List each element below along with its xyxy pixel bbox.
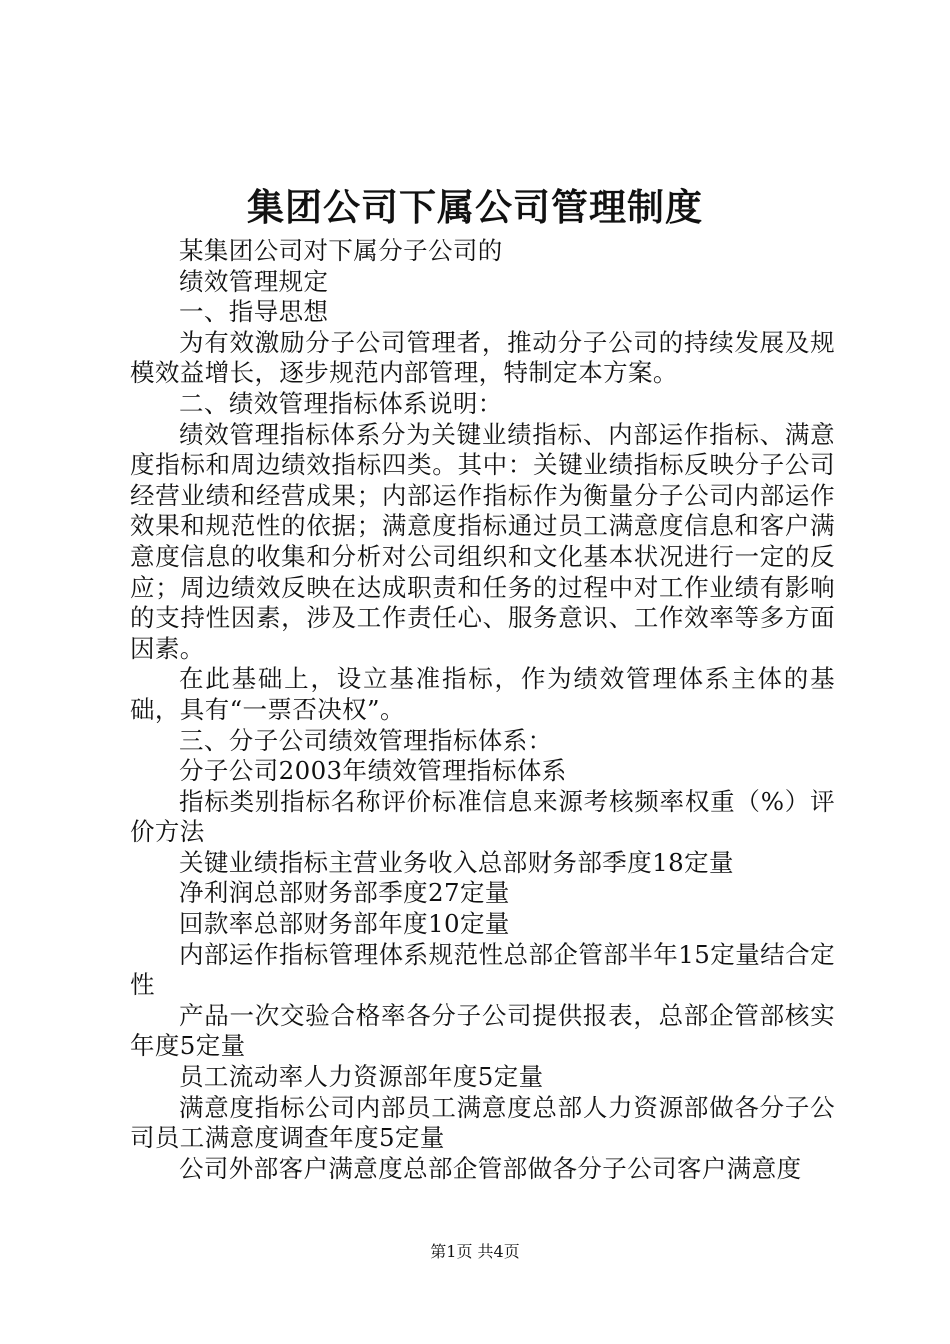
paragraph: 回款率总部财务部年度10定量	[179, 909, 510, 939]
paragraph: 指标类别指标名称评价标准信息来源考核频率权重（%）评价方法	[130, 786, 835, 847]
paragraph: 内部运作指标管理体系规范性总部企管部半年15定量结合定性	[130, 939, 835, 1000]
paragraph: 产品一次交验合格率各分子公司提供报表，总部企管部核实年度5定量	[130, 1000, 835, 1061]
section-heading: 一、指导思想	[179, 297, 329, 327]
paragraph: 绩效管理指标体系分为关键业绩指标、内部运作指标、满意度指标和周边绩效指标四类。其中：关键业绩指标反映分子公司经营业绩和经营成果；内部运作指标作为衡量分子公司内部运作效果和规范性的依据；满意度指标通过员工满意度信息和客户满意度信息的收集和分析对公司组织和文化基本状况进行一定的反应；周边绩效反映在达成职责和任务的过程中对工作业绩有影响的支持性因素，涉及工作责任心、服务意识、工作效率等多方面因素。	[130, 419, 835, 663]
paragraph: 分子公司2003年绩效管理指标体系	[179, 756, 567, 786]
paragraph: 满意度指标公司内部员工满意度总部人力资源部做各分子公司员工满意度调查年度5定量	[130, 1092, 835, 1153]
page-footer	[0, 1241, 950, 1263]
paragraph: 员工流动率人力资源部年度5定量	[179, 1062, 544, 1092]
section-heading: 二、绩效管理指标体系说明：	[179, 388, 503, 418]
section-heading: 三、分子公司绩效管理指标体系：	[179, 725, 553, 755]
paragraph: 关键业绩指标主营业务收入总部财务部季度18定量	[179, 847, 734, 877]
paragraph: 净利润总部财务部季度27定量	[179, 878, 510, 908]
document-body	[130, 236, 835, 1184]
paragraph: 公司外部客户满意度总部企管部做各分子公司客户满意度	[179, 1153, 802, 1183]
paragraph: 为有效激励分子公司管理者，推动分子公司的持续发展及规模效益增长，逐步规范内部管理，特制定本方案。	[130, 327, 835, 388]
paragraph: 在此基础上，设立基准指标，作为绩效管理体系主体的基础，具有“一票否决权”。	[130, 664, 835, 724]
document-title: 集团公司下属公司管理制度	[247, 186, 703, 229]
paragraph: 绩效管理规定	[179, 266, 329, 296]
paragraph: 某集团公司对下属分子公司的	[179, 236, 503, 265]
page-indicator: 第1页 共4页	[430, 1242, 520, 1261]
